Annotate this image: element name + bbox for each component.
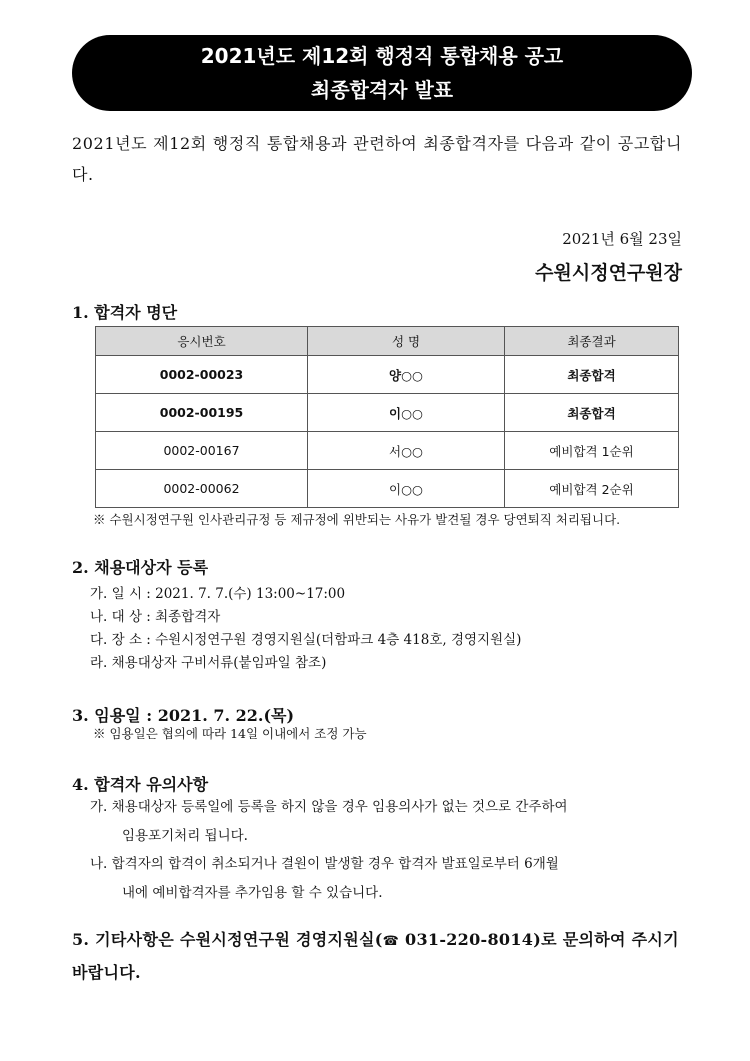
results-table xyxy=(95,326,679,508)
table-header-row xyxy=(96,327,679,356)
result-cell: 최종합격 xyxy=(505,394,679,432)
exam-number-cell: 0002-00167 xyxy=(96,432,308,470)
table-row xyxy=(96,394,679,432)
table-footnote: ※ 수원시정연구원 인사관리규정 등 제규정에 위반되는 사유가 발견될 경우 당연퇴직 처리됩니다. xyxy=(93,512,621,527)
title-banner xyxy=(72,35,692,111)
notice-item-b-line-2: 내에 예비합격자를 추가임용 할 수 있습니다. xyxy=(122,885,383,901)
exam-number-cell: 0002-00062 xyxy=(96,470,308,508)
title-line-2: 최종합격자 발표 xyxy=(310,78,454,102)
table-row xyxy=(96,356,679,394)
table-row xyxy=(96,432,679,470)
notice-item-a-line-2: 임용포기처리 됩니다. xyxy=(122,828,248,844)
name-cell: 이○○ xyxy=(308,470,505,508)
appointment-note: ※ 임용일은 협의에 따라 14일 이내에서 조정 가능 xyxy=(93,726,367,741)
list-item: 가. 일 시 : 2021. 7. 7.(수) 13:00~17:00 xyxy=(90,586,346,602)
name-cell: 이○○ xyxy=(308,394,505,432)
section-2-title: 2. 채용대상자 등록 xyxy=(72,558,209,577)
result-cell: 예비합격 1순위 xyxy=(505,432,679,470)
announcement-date: 2021년 6월 23일 xyxy=(562,230,682,248)
section-3-title: 3. 임용일 : 2021. 7. 22.(목) xyxy=(72,706,295,725)
header-result: 최종결과 xyxy=(505,327,679,356)
notice-item-b-line-1: 나. 합격자의 합격이 취소되거나 결원이 발생할 경우 합격자 발표일로부터 6개월 xyxy=(90,856,559,872)
result-cell: 예비합격 2순위 xyxy=(505,470,679,508)
intro-text: 2021년도 제12회 행정직 통합채용과 관련하여 최종합격자를 다음과 같이 공고합니다. xyxy=(72,134,682,184)
notice-item-a xyxy=(90,793,690,851)
section-5-text xyxy=(72,924,692,988)
list-item: 다. 장 소 : 수원시정연구원 경영지원실(더함파크 4층 418호, 경영지원실) xyxy=(90,632,522,648)
exam-number-cell: 0002-00023 xyxy=(96,356,308,394)
name-cell: 양○○ xyxy=(308,356,505,394)
section-1-title: 1. 합격자 명단 xyxy=(72,303,178,322)
contact-phone: 031-220-8014 xyxy=(405,930,534,949)
issuer-name: 수원시정연구원장 xyxy=(535,262,682,284)
list-item: 나. 대 상 : 최종합격자 xyxy=(90,609,221,625)
name-cell: 서○○ xyxy=(308,432,505,470)
phone-icon: ☎ xyxy=(382,934,400,949)
header-exam-number: 응시번호 xyxy=(96,327,308,356)
header-name: 성 명 xyxy=(308,327,505,356)
notice-item-b xyxy=(90,850,690,908)
table-row xyxy=(96,470,679,508)
section-4-title: 4. 합격자 유의사항 xyxy=(72,775,209,794)
notice-item-a-line-1: 가. 채용대상자 등록일에 등록을 하지 않을 경우 임용의사가 없는 것으로 간주하여 xyxy=(90,799,568,815)
contact-suffix: )로 문의하여 주시기 바랍니다. xyxy=(72,930,679,982)
result-cell: 최종합격 xyxy=(505,356,679,394)
contact-prefix: 5. 기타사항은 수원시정연구원 경영지원실( xyxy=(72,930,383,949)
title-line-1: 2021년도 제12회 행정직 통합채용 공고 xyxy=(200,44,564,68)
exam-number-cell: 0002-00195 xyxy=(96,394,308,432)
list-item: 라. 채용대상자 구비서류(붙임파일 참조) xyxy=(90,655,327,671)
